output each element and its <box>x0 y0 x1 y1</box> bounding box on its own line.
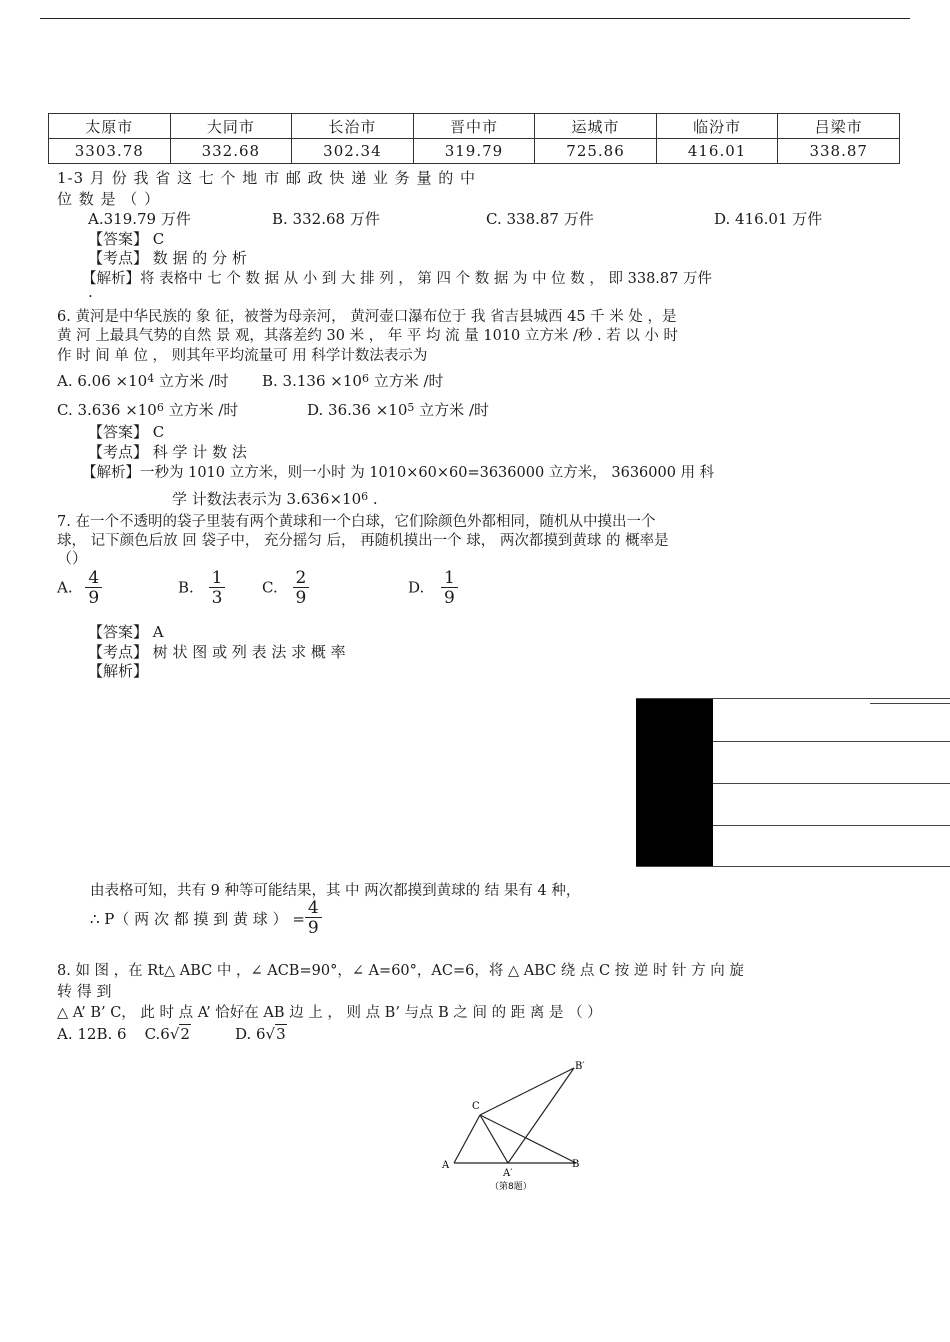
cropped-table-header-block <box>636 698 713 866</box>
q6-option-d-exp: 5 <box>407 401 415 414</box>
q8-option-a: A. 12 <box>57 1025 97 1043</box>
q8-option-c-coef: C.6 <box>144 1025 170 1043</box>
table-rule <box>870 703 950 704</box>
table-cell: 332.68 <box>170 139 292 164</box>
q7-answer: 【答案】 A <box>88 623 164 641</box>
q5-option-a: A.319.79 万件 <box>88 210 191 228</box>
figure-caption: （第8题） <box>490 1182 532 1192</box>
q7-conclusion: 由表格可知，共有 9 种等可能结果，其 中 两次都摸到黄球的 结 果有 4 种， <box>90 883 581 899</box>
table-cell: 319.79 <box>413 139 535 164</box>
q7-option-c-fraction <box>293 570 310 607</box>
q5-stem-line1: 1-3 月 份 我 省 这 七 个 地 市 邮 政 快 递 业 务 量 的 中 <box>57 169 476 187</box>
fraction-denominator: 9 <box>85 587 102 607</box>
segment-CB-prime <box>480 1068 574 1115</box>
q7-stem-line2: 球， 记下颜色后放 回 袋子中， 充分摇匀 后， 再随机摸出一个 球， 两次都摸到黄球 的 概率是 <box>57 533 669 549</box>
q6-option-b-unit: 立方米 /时 <box>368 372 444 390</box>
point-label-B: B <box>572 1159 580 1170</box>
q7-probability <box>90 900 322 937</box>
q7-option-c-label: C. <box>262 578 278 597</box>
q7-option-b <box>178 570 225 607</box>
q6-analysis-line2-end: . <box>368 490 378 508</box>
q6-option-b-exp: 6 <box>361 372 369 385</box>
q8-option-d <box>235 1025 287 1043</box>
q7-option-b-label: B. <box>178 578 194 597</box>
table-rule <box>713 825 950 826</box>
q7-probability-label: ∴ P（ 两 次 都 摸 到 黄 球 ） = <box>90 910 305 928</box>
table-cell: 416.01 <box>656 139 778 164</box>
q6-option-c-base: C. 3.636 ×10 <box>57 401 157 419</box>
q6-option-a-exp: 4 <box>147 372 155 385</box>
fraction-numerator: 1 <box>444 568 455 588</box>
point-label-C: C <box>472 1101 480 1112</box>
q6-analysis: 【解析】一秒为 1010 立方米，则一小时 为 1010×60×60=3636000 立方米， 3636000 用 科 <box>82 465 715 481</box>
point-label-B-prime: B′ <box>575 1061 585 1072</box>
segment-AC <box>454 1115 480 1163</box>
q6-stem-line2: 黄 河 上最具气势的自然 景 观，其落差约 30 米 ， 年 平 均 流 量 1010 立方米 /秒 . 若 以 小 时 <box>57 328 679 344</box>
point-label-A-prime: A′ <box>503 1168 513 1179</box>
q5-analysis: 【解析】将 表格中 七 个 数 据 从 小 到 大 排 列 ， 第 四 个 数 据 为 中 位 数 ， 即 338.87 万件 <box>82 271 712 287</box>
q7-option-a-label: A. <box>57 578 73 597</box>
table-rule <box>636 866 950 867</box>
q8-stem-line2: 转 得 到 <box>57 982 112 1000</box>
q6-option-c <box>57 399 238 420</box>
q7-stem-line3: （） <box>57 549 88 567</box>
q6-stem-line3: 作 时 间 单 位 ， 则其年平均流量可 用 科学计数法表示为 <box>57 348 428 364</box>
q7-option-d-fraction <box>441 570 458 607</box>
table-cell: 3303.78 <box>49 139 171 164</box>
q8-stem-line3: △ A’ B’ C， 此 时 点 A’ 恰好在 AB 边 上 ， 则 点 B’ 与点 B 之 间 的 距 离 是 （ ） <box>57 1005 602 1021</box>
table-row <box>49 139 900 164</box>
table-rule <box>713 741 950 742</box>
q7-stem-line1: 7. 在一个不透明的袋子里装有两个黄球和一个白球，它们除颜色外都相同，随机从中摸出一个 <box>57 514 656 530</box>
table-header-cell: 太原市 <box>49 114 171 139</box>
q8-option-c <box>145 1025 191 1043</box>
fraction-numerator: 4 <box>307 898 319 918</box>
q6-analysis-line2-exp: 6 <box>361 490 369 503</box>
table-header-cell: 晋中市 <box>413 114 535 139</box>
table-rule <box>713 783 950 784</box>
q7-option-a <box>57 570 102 607</box>
table-header-cell: 临汾市 <box>656 114 778 139</box>
fraction-numerator: 2 <box>295 568 307 588</box>
q8-stem-line1: 8. 如 图 ，在 Rt△ ABC 中 ，∠ ACB=90°，∠ A=60°，AC=6，将 △ ABC 绕 点 C 按 逆 时 针 方 向 旋 <box>57 963 744 979</box>
q7-option-b-fraction <box>209 570 226 607</box>
q7-analysis: 【解析】 <box>88 662 149 680</box>
q5-option-b: B. 332.68 万件 <box>272 210 380 228</box>
q6-option-d-unit: 立方米 /时 <box>414 401 489 419</box>
q7-option-c <box>262 570 309 607</box>
fraction-denominator: 9 <box>293 587 310 607</box>
q7-option-d-label: D. <box>408 578 425 597</box>
q8-options <box>57 1025 287 1043</box>
q6-option-d-base: D. 36.36 ×10 <box>307 401 408 419</box>
q6-option-a <box>57 370 229 391</box>
table-cell: 302.34 <box>292 139 414 164</box>
sqrt-radicand: 2 <box>180 1025 190 1043</box>
q6-analysis-line2-base: 学 计数法表示为 3.636×10 <box>172 490 362 508</box>
fraction-denominator: 3 <box>209 587 226 607</box>
table-cell: 725.86 <box>535 139 657 164</box>
table-rule <box>636 698 950 699</box>
q7-option-a-fraction <box>85 570 102 607</box>
sqrt-symbol: √2 <box>169 1025 190 1043</box>
sqrt-symbol: √3 <box>265 1025 286 1043</box>
fraction-denominator: 9 <box>305 917 322 937</box>
q5-answer: 【答案】 C <box>88 230 165 248</box>
q8-geometry-figure <box>430 1055 600 1200</box>
q6-option-b <box>262 370 444 391</box>
q6-option-a-unit: 立方米 /时 <box>154 372 229 390</box>
q5-option-d: D. 416.01 万件 <box>714 210 823 228</box>
table-header-cell: 大同市 <box>170 114 292 139</box>
q5-point: 【考点】 数 据 的 分 析 <box>88 249 247 267</box>
q6-analysis-line2 <box>172 488 378 509</box>
table-header-row <box>49 114 900 139</box>
point-label-A: A <box>442 1160 450 1171</box>
table-header-cell: 吕梁市 <box>778 114 900 139</box>
q6-option-c-exp: 6 <box>156 401 164 414</box>
fraction-numerator: 1 <box>211 568 223 588</box>
table-header-cell: 运城市 <box>535 114 657 139</box>
q8-option-d-coef: D. 6 <box>234 1025 266 1043</box>
q6-answer: 【答案】 C <box>88 423 165 441</box>
fraction-numerator: 4 <box>88 568 100 588</box>
q7-probability-fraction <box>305 900 322 937</box>
q6-option-b-base: B. 3.136 ×10 <box>262 372 362 390</box>
fraction-denominator: 9 <box>441 587 458 607</box>
q6-option-a-base: A. 6.06 ×10 <box>57 372 148 390</box>
table-header-cell: 长治市 <box>292 114 414 139</box>
table-cell: 338.87 <box>778 139 900 164</box>
q6-option-d <box>307 399 489 420</box>
q7-option-d <box>408 570 458 607</box>
q5-analysis-end: . <box>88 283 93 301</box>
q7-point: 【考点】 树 状 图 或 列 表 法 求 概 率 <box>88 643 346 661</box>
q5-option-c: C. 338.87 万件 <box>486 210 594 228</box>
segment-A-prime-B-prime <box>508 1068 574 1163</box>
header-rule <box>40 18 910 19</box>
q6-stem-line1: 6. 黄河是中华民族的 象 征，被誉为母亲河， 黄河壶口瀑布位于 我 省吉县城西 45 千 米 处 ，是 <box>57 309 677 325</box>
sqrt-radicand: 3 <box>276 1025 286 1043</box>
q6-point: 【考点】 科 学 计 数 法 <box>88 443 247 461</box>
q5-stem-line2: 位 数 是 （ ） <box>57 190 161 208</box>
city-table <box>48 113 900 164</box>
q8-option-b: B. 6 <box>96 1025 127 1043</box>
q6-option-c-unit: 立方米 /时 <box>163 401 239 419</box>
